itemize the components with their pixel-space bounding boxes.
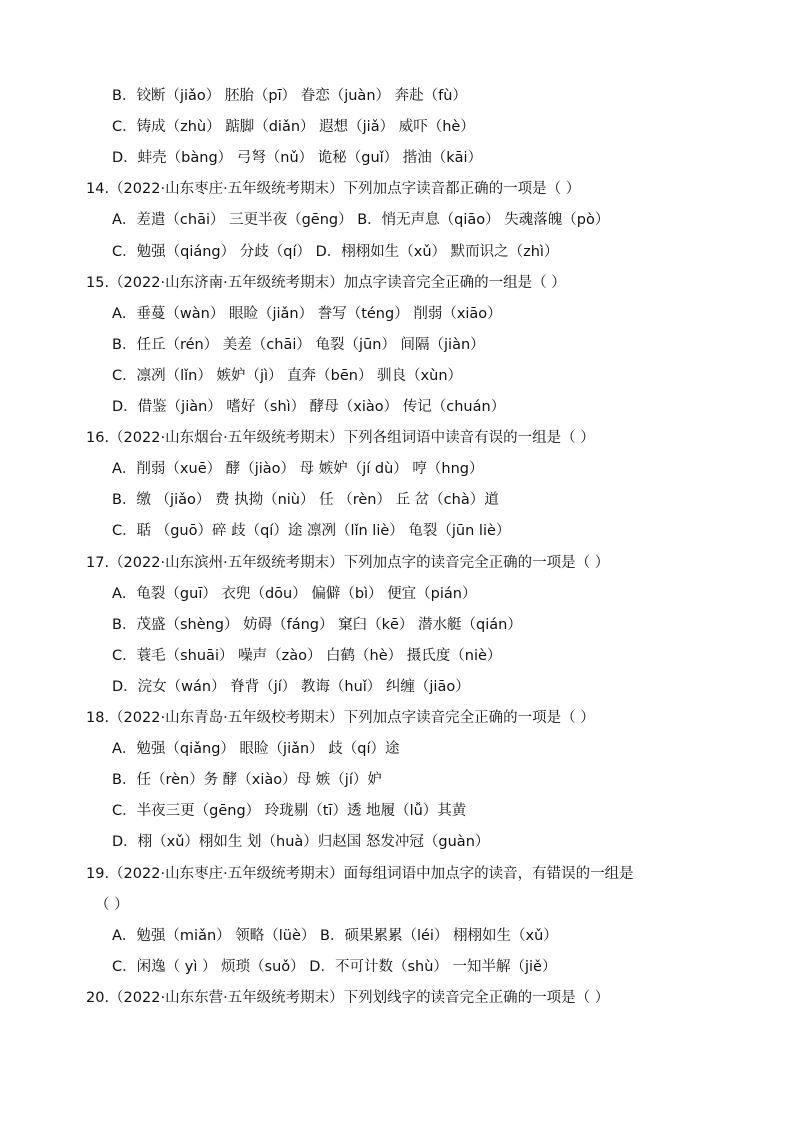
option-line: B．任（rèn）务 酵（xiào）母 嫉（jí）妒 [112,772,382,789]
continuation-line: （ ） [95,896,129,913]
question-line: 20.（2022·山东东营·五年级统考期末）下列划线字的读音完全正确的一项是（ ） [86,989,610,1006]
option-line: A．差遣（chāi） 三更半夜（gēng） B．悄无声息（qiāo） 失魂落魄（pò） [112,212,610,229]
option-line: A．勉强（qiǎng） 眼睑（jiǎn） 歧（qí）途 [112,741,400,758]
option-line: C．凛冽（lǐn） 嫉妒（jì） 直奔（bēn） 驯良（xùn） [112,367,463,384]
question-line: 18.（2022·山东青岛·五年级校考期末）下列加点字读音完全正确的一项是（ ） [86,710,595,726]
option-line: B．铰断（jiǎo） 胚胎（pī） 眷恋（juàn） 奔赴（fù） [112,88,467,104]
option-line: B．缴 （jiǎo） 费 执拗（niù） 任 （rèn） 丘 岔（chà）道 [112,492,499,509]
option-line: B．任丘（rén） 美差（chāi） 龟裂（jūn） 间隔（jiàn） [112,336,485,353]
option-line: A．垂蔓（wàn） 眼睑（jiǎn） 誊写（téng） 削弱（xiāo） [112,305,502,322]
option-line: C．聒 （guō）碎 歧（qí）途 凛冽（lǐn liè） 龟裂（jūn liè） [112,523,511,540]
option-line: C．勉强（qiáng） 分歧（qí） D．栩栩如生（xǔ） 默而识之（zhì） [112,243,559,260]
option-line: A．龟裂（guī） 衣兜（dōu） 偏僻（bì） 便宜（pián） [112,585,477,602]
option-line: D．浣女（wán） 脊背（jí） 教诲（huǐ） 纠缠（jiāo） [112,678,470,695]
question-line: 19.（2022·山东枣庄·五年级统考期末）面每组词语中加点字的读音，有错误的一组是 [86,865,634,882]
option-line: B．茂盛（shèng） 妨碍（fáng） 窠臼（kē） 潜水艇（qián） [112,616,522,633]
question-line: 15.（2022·山东济南·五年级统考期末）加点字读音完全正确的一组是（ ） [86,274,566,291]
question-line: 14.（2022·山东枣庄·五年级统考期末）下列加点字读音都正确的一项是（ ） [86,181,581,198]
option-line: D．借鉴（jiàn） 嗜好（shì） 酵母（xiào） 传记（chuán） [112,399,506,415]
option-line: C．蓑毛（shuāi） 噪声（zào） 白鹤（hè） 摄氏度（niè） [112,647,502,664]
option-line: D．蚌壳（bàng） 弓弩（nǔ） 诡秘（guǐ） 揩油（kāi） [112,150,483,167]
option-line: A．削弱（xuē） 酵（jiào） 母 嫉妒（jí dù） 哼（hng） [112,461,484,478]
option-line: C．闲逸（ yì ） 烦琐（suǒ） D．不可计数（shù） 一知半解（jiě） [112,958,557,975]
option-line: C．铸成（zhù） 踮脚（diǎn） 遐想（jiǎ） 威吓（hè） [112,119,475,136]
option-line: C．半夜三更（gēng） 玲珑剔（tī）透 地履（lǚ）其黄 [112,803,467,820]
option-line: D．栩（xǔ）栩如生 划（huà）归赵国 怒发冲冠（guàn） [112,834,490,851]
option-line: A．勉强（miǎn） 领略（lüè） B．硕果累累（léi） 栩栩如生（xǔ） [112,927,558,944]
question-line: 16.（2022·山东烟台·五年级统考期末）下列各组词语中读音有误的一组是（ ） [86,430,595,447]
question-line: 17.（2022·山东滨州·五年级统考期末）下列加点字的读音完全正确的一项是（ ） [86,554,610,571]
